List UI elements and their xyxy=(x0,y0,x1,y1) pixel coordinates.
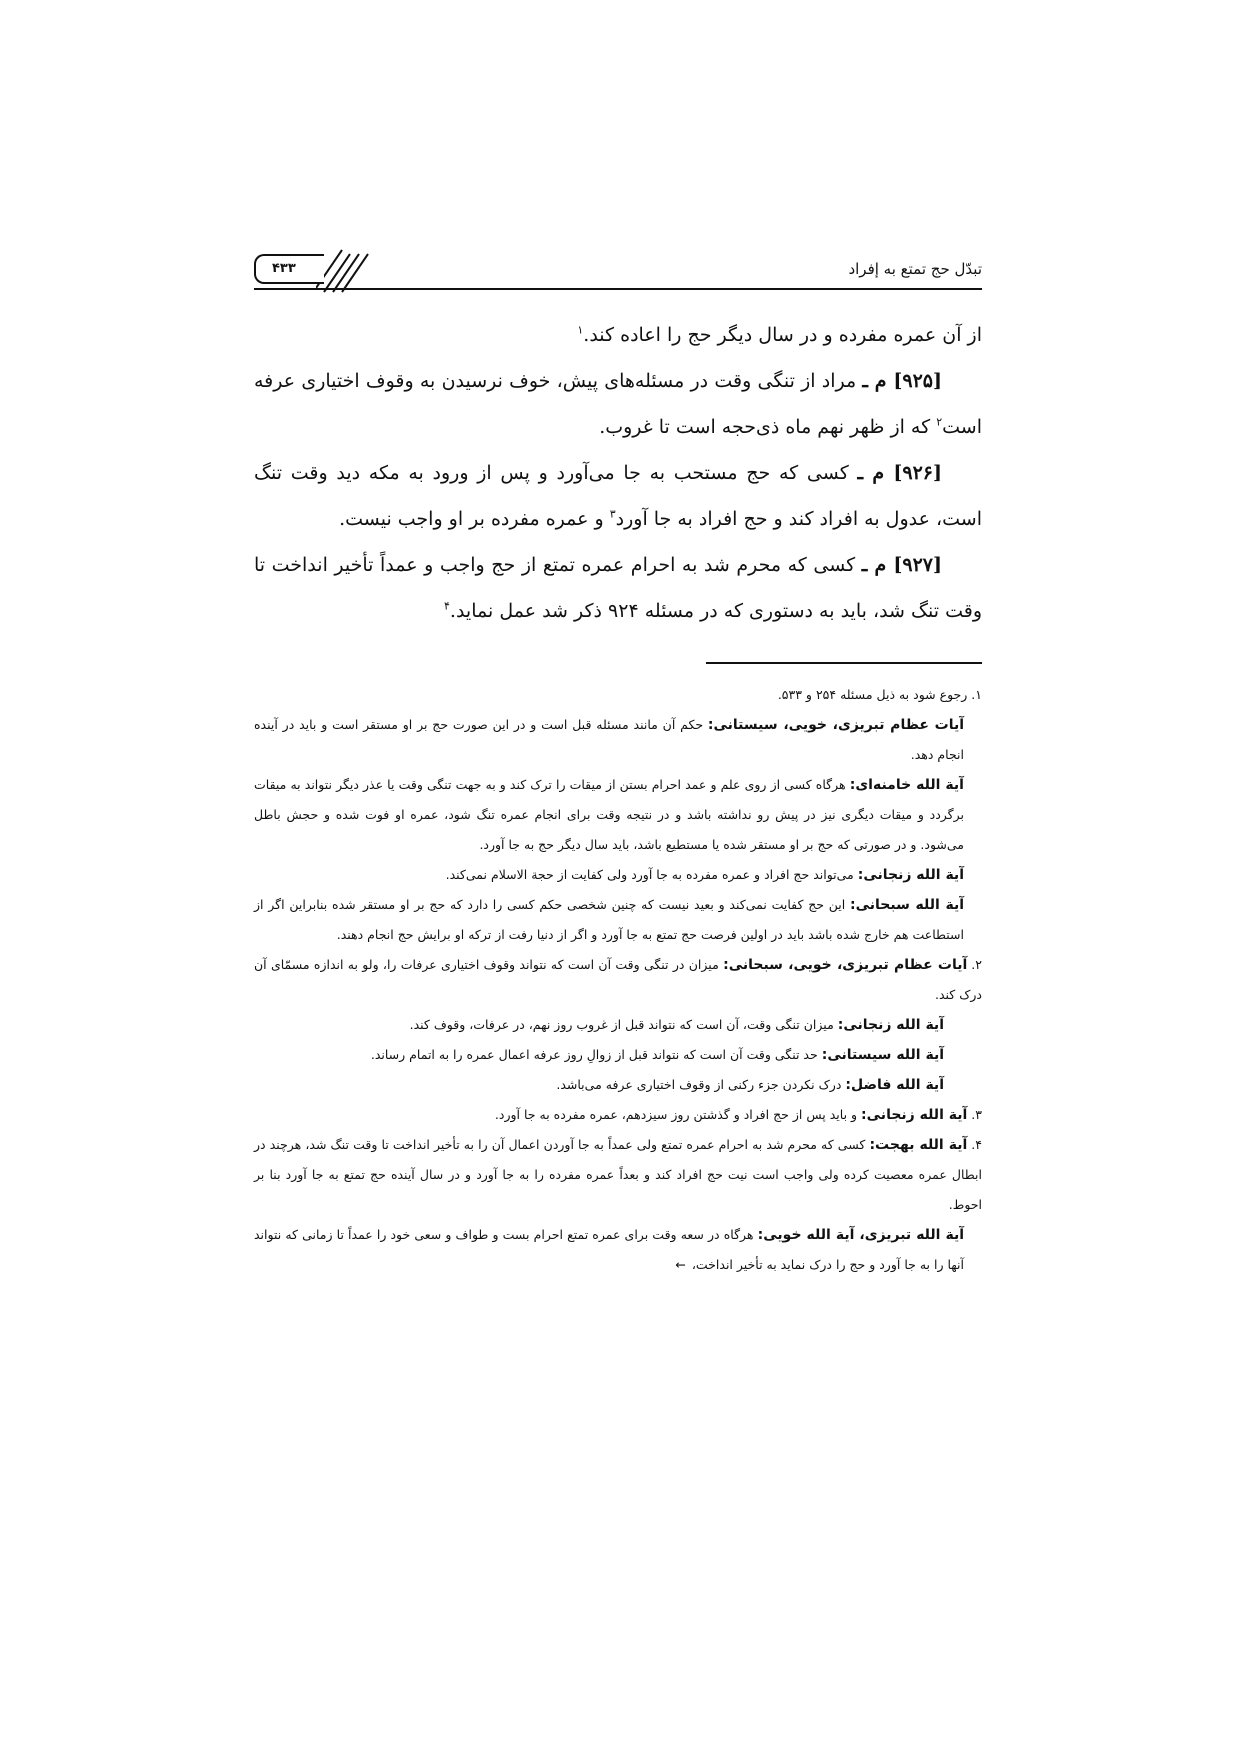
footnote-4-comment: آیة الله تبریزی، آیة الله خویی: هرگاه در سعه وقت برای عمره تمتع احرام بست و طواف و سعی خود را عمداً تا زمانی که نتواند آنها را به جا آورد و حج را درک نماید به تأخیر انداخت،← xyxy=(254,1227,965,1272)
footnote-3: ۳.آیة الله زنجانی: و باید پس از حج افراد و گذشتن روز سیزدهم، عمره مفرده به جا آورد. xyxy=(494,1107,982,1123)
continuation-paragraph: از آن عمره مفرده و در سال دیگر حج را اعاده کند.$^۱$ xyxy=(577,323,982,346)
footnote-ref: ۳ xyxy=(609,507,616,521)
masale-number: [۹۲۷] م ـ xyxy=(861,554,942,576)
footnote-1-comment: آیات عظام تبریزی، خویی، سیستانی: حکم آن مانند مسئله قبل است و در این صورت حج بر او مستقر است و باید در آینده انجام دهد. xyxy=(254,717,965,762)
footnote-ref: ۱ xyxy=(577,323,584,337)
footnote-1: ۱.رجوع شود به ذیل مسئله ۲۵۴ و ۵۳۳. xyxy=(777,687,982,702)
masale-number: [۹۲۵] م ـ xyxy=(862,370,942,392)
continue-arrow-icon: ← xyxy=(675,1257,686,1272)
running-header xyxy=(254,250,982,290)
masale-925: [۹۲۵] م ـ مراد از تنگی وقت در مسئله‌های پیش، خوف نرسیدن به وقوف اختیاری عرفه است$^۲$ که از ظهر نهم ماه ذی‌حجه است تا غروب. xyxy=(254,370,982,438)
decorative-slashes-icon xyxy=(316,248,372,294)
footnote-ref: ۴ xyxy=(444,599,450,613)
footnote-4: ۴.آیة الله بهجت: کسی که محرم شد به احرام عمره تمتع ولی عمداً به جا آوردن اعمال آن را به تأخیر انداخت تا وقت تنگ شد، هرچند در ابطال عمره معصیت کرده ولی واجب است نیت حج افراد کند و بعداً عمره مفرده را به جا آورد و در سال آینده حج تمتع به جا آورد بنا بر احوط. xyxy=(254,1137,982,1212)
footnote-2-comment: آیة الله زنجانی: میزان تنگی وقت، آن است که نتواند قبل از غروب روز نهم، در عرفات، وقوف کند. xyxy=(409,1017,944,1033)
footnote-1-comment: آیة الله خامنه‌ای: هرگاه کسی از روی علم و عمد احرام بستن از میقات را ترک کند و به جهت تنگی وقت یا عذر دیگر نتواند به میقات برگردد و میقات دیگری نیز در پیش رو نداشته باشد و در نتیجه وقت برای انجام عمره تنگ شود، عمره او فوت شده و حجش باطل می‌شود. و در صورتی که حج بر او مستقر شده یا مستطیع باشد، باید سال دیگر حج به جا آورد. xyxy=(254,777,964,852)
footnote-2-comment: آیة الله سیستانی: حد تنگی وقت آن است که نتواند قبل از زوالِ روز عرفه اعمال عمره را به اتمام رساند. xyxy=(370,1047,944,1063)
footnotes xyxy=(254,680,982,1280)
book-page xyxy=(254,250,982,1280)
footnote-1-comment: آیة الله سبحانی: این حج کفایت نمی‌کند و بعید نیست که چنین شخصی حکم کسی را دارد که حج بر او مستقر شده بنابراین اگر از استطاعت هم خارج شده باشد باید در اولین فرصت حج تمتع به جا آورد و اگر از دنیا رفت از ترکه او برایش حج انجام دهند. xyxy=(254,897,965,942)
masale-number: [۹۲۶] م ـ xyxy=(857,462,942,484)
footnote-1-comment: آیة الله زنجانی: می‌تواند حج افراد و عمره مفرده به جا آورد ولی کفایت از حجة الاسلام نمی‌کند. xyxy=(445,867,964,883)
masale-927: [۹۲۷] م ـ کسی که محرم شد به احرام عمره تمتع از حج واجب و عمداً تأخیر انداخت تا وقت تنگ شد، باید به دستوری که در مسئله ۹۲۴ ذکر شد عمل نماید.$^۴$ xyxy=(254,554,982,622)
footnote-ref: ۲ xyxy=(936,415,943,429)
footnote-separator xyxy=(706,662,982,664)
main-text xyxy=(254,312,982,634)
footnote-2-comment: آیة الله فاضل: درک نکردن جزء رکنی از وقوف اختیاری عرفه می‌باشد. xyxy=(556,1077,944,1093)
masale-926: [۹۲۶] م ـ کسی که حج مستحب به جا می‌آورد و پس از ورود به مکه دید وقت تنگ است، عدول به افراد کند و حج افراد به جا آورد$^۳$ و عمره مفرده بر او واجب نیست. xyxy=(254,462,982,530)
page-number: ۴۳۳ xyxy=(254,254,324,284)
running-title: تبدّل حج تمتع به إفراد xyxy=(848,260,982,278)
footnote-2: ۲.آیات عظام تبریزی، خویی، سبحانی: میزان در تنگی وقت آن است که نتواند وقوف اختیاری عرفات را، ولو به اندازه مسمّای آن درک کند. xyxy=(254,957,982,1002)
